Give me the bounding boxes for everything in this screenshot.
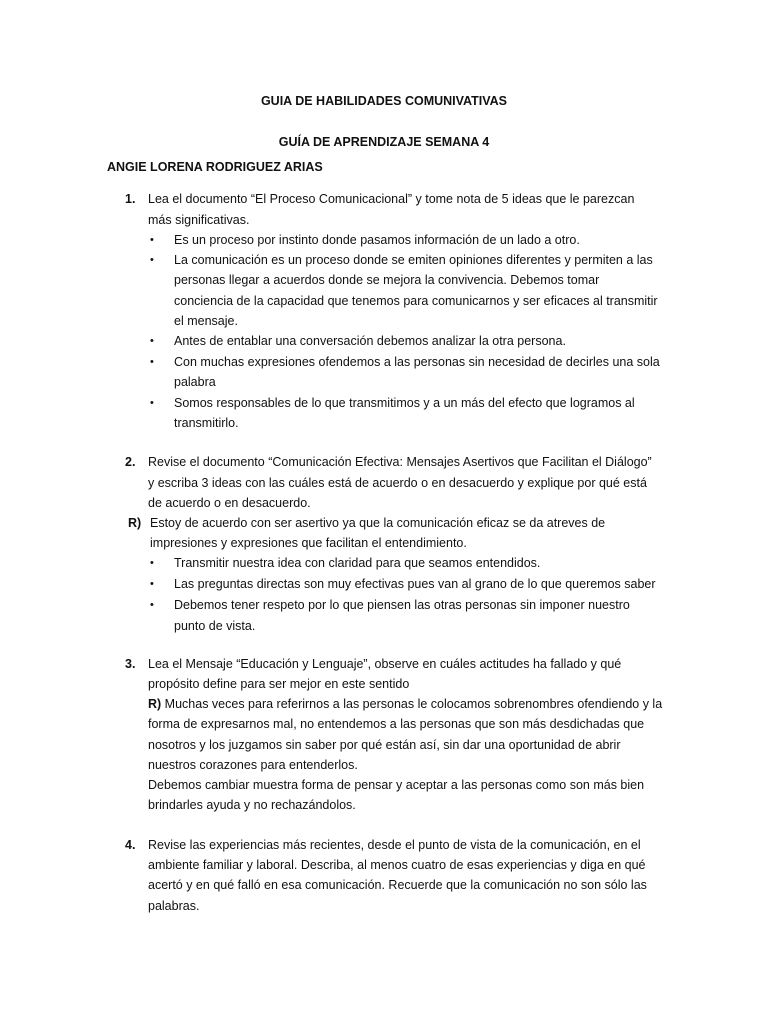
answer-3-text: nuestros corazones para entenderlos. [148,758,358,772]
bullet-icon: • [150,335,154,347]
answer-1-bullet: Es un proceso por instinto donde pasamos información de un lado a otro. [174,233,580,247]
answer-1-bullet: Con muchas expresiones ofendemos a las personas sin necesidad de decirles una sola [174,355,660,369]
bullet-icon: • [150,234,154,246]
answer-2-bullet: Debemos tener respeto por lo que piensen las otras personas sin imponer nuestro [174,598,630,612]
answer-1-bullet-cont: conciencia de la capacidad que tenemos para comunicarnos y ser eficaces al transmitir [174,294,658,308]
answer-1-bullet-cont: personas llegar a acuerdos donde se mejora la convivencia. Debemos tomar [174,273,600,287]
bullet-icon: • [150,254,154,266]
answer-1-bullet: Antes de entablar una conversación debemos analizar la otra persona. [174,334,566,348]
question-4-line: ambiente familiar y laboral. Describa, al menos cuatro de esas experiencias y diga en qué [148,858,646,872]
answer-3-text: Debemos cambiar muestra forma de pensar y aceptar a las personas como son más bien [148,778,645,792]
answer-3-text: brindarles ayuda y no rechazándolos. [148,798,356,812]
answer-2-bullet: Transmitir nuestra idea con claridad para que seamos entendidos. [174,556,541,570]
answer-1-bullet: Somos responsables de lo que transmitimos y a un más del efecto que logramos al [174,396,635,410]
question-3-line: propósito define para ser mejor en este sentido [148,677,410,691]
answer-2-bullet: Las preguntas directas son muy efectivas pues van al grano de lo que queremos saber [174,577,656,591]
answer-2-text: impresiones y expresiones que facilitan el entendimiento. [150,536,467,550]
question-2-line: de acuerdo o en desacuerdo. [148,496,311,510]
author-name: ANGIE LORENA RODRIGUEZ ARIAS [107,160,323,174]
question-3-line: Lea el Mensaje “Educación y Lenguaje”, observe en cuáles actitudes ha fallado y qué [148,657,622,671]
question-1-line: Lea el documento “El Proceso Comunicacional” y tome nota de 5 ideas que le parezcan [148,192,635,206]
answer-3-label: R) [148,697,162,711]
question-4-line: acertó y en qué falló en esa comunicación. Recuerde que la comunicación no son sólo las [148,878,647,892]
bullet-icon: • [150,557,154,569]
answer-2-bullet-cont: punto de vista. [174,619,256,633]
question-1-line: más significativas. [148,213,250,227]
question-2-line: y escriba 3 ideas con las cuáles está de acuerdo o en desacuerdo y explique por qué está [148,476,647,490]
answer-1-bullet-cont: palabra [174,375,216,389]
question-4-line: palabras. [148,899,200,913]
answer-1-bullet-cont: transmitirlo. [174,416,239,430]
doc-subtitle: GUÍA DE APRENDIZAJE SEMANA 4 [278,135,490,149]
bullet-icon: • [150,599,154,611]
answer-3-text: Muchas veces para referirnos a las personas le colocamos sobrenombres ofendiendo y la [161,697,663,711]
question-4-number: 4. [125,838,136,852]
question-4-line: Revise las experiencias más recientes, desde el punto de vista de la comunicación, en el [148,838,641,852]
question-2-line: Revise el documento “Comunicación Efectiva: Mensajes Asertivos que Facilitan el Diálogo” [148,455,652,469]
doc-title: GUIA DE HABILIDADES COMUNIVATIVAS [260,94,508,108]
question-1-number: 1. [125,192,136,206]
question-3-number: 3. [125,657,136,671]
answer-3-text: forma de expresarnos mal, no entendemos a las personas que son más desdichadas que [148,717,645,731]
answer-1-bullet-cont: el mensaje. [174,314,238,328]
answer-1-bullet: La comunicación es un proceso donde se emiten opiniones diferentes y permiten a las [174,253,653,267]
answer-3-first-line [148,695,662,713]
answer-2-label: R) [128,516,142,530]
bullet-icon: • [150,578,154,590]
question-2-number: 2. [125,455,136,469]
answer-2-text: Estoy de acuerdo con ser asertivo ya que la comunicación eficaz se da atreves de [150,516,606,530]
answer-3-text: nosotros y los juzgamos sin saber por qué están así, sin dar una oportunidad de abrir [148,738,621,752]
bullet-icon: • [150,356,154,368]
bullet-icon: • [150,397,154,409]
